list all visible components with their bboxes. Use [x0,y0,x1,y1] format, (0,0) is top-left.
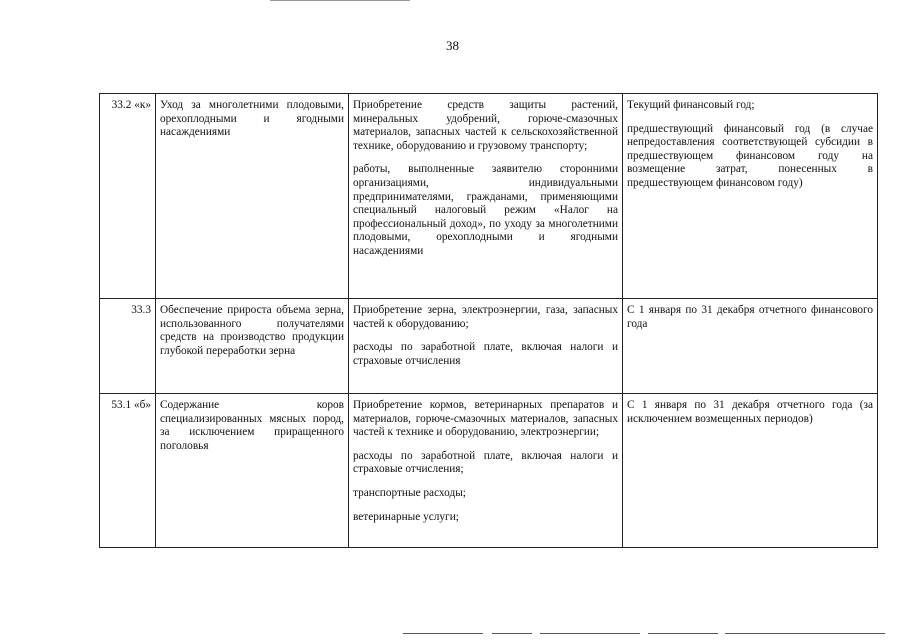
period-item: С 1 января по 31 декабря отчетного года (за исключением возмещенных периодов) [627,399,873,425]
period-item: предшествующий финансовый год (в случае непредоставления соответствующей субсидии в предшествующем финансовом году на возмещение затрат, понесенных в предшествующем финансовом году) [627,122,873,189]
footer-line [725,633,885,634]
period-cell [623,94,878,299]
cost-item: работы, выполненные заявителю сторонними организациями, индивидуальными предпринимателями, гражданами, применяющими специальный налоговый режим «Налог на профессиональный доход», по уходу за многолетними плодовыми, орехоплодными и ягодными насаждениями [353,163,618,257]
costs-cell [349,299,623,394]
row-number: 33.3 [100,299,156,394]
cost-item: Приобретение кормов, ветеринарных препаратов и материалов, горюче-смазочных материалов, запасных частей к технике и оборудованию, электроэнергии; [353,399,618,439]
footer-line [648,633,718,634]
period-cell [623,394,878,548]
cost-item: расходы по заработной плате, включая налоги и страховые отчисления; [353,449,618,476]
costs-cell [349,394,623,548]
table-row [100,394,878,548]
footer-line [540,633,640,634]
row-number: 33.2 «к» [100,94,156,299]
period-item: С 1 января по 31 декабря отчетного финансового года [627,304,873,330]
table-row [100,299,878,394]
row-number: 53.1 «б» [100,394,156,548]
period-cell [623,299,878,394]
costs-cell [349,94,623,299]
direction-name: Уход за многолетними плодовыми, орехоплодными и ягодными насаждениями [156,94,349,299]
table-row [100,94,878,299]
cost-item: ветеринарные услуги; [353,510,459,523]
cost-item: Приобретение средств защиты растений, минеральных удобрений, горюче-смазочных материалов, запасных частей к сельскохозяйственной технике, оборудованию и грузовому транспорту; [353,99,618,152]
cost-item: Приобретение зерна, электроэнергии, газа, запасных частей к оборудованию; [353,304,618,330]
period-item: Текущий финансовый год; [627,99,755,111]
cost-item: расходы по заработной плате, включая налоги и страховые отчисления [353,341,618,367]
footer-line [403,633,483,634]
top-edge-line [270,0,410,1]
direction-name: Обеспечение прироста объема зерна, использованного получателями средств на производство продукции глубокой переработки зерна [156,299,349,394]
direction-name: Содержание коров специализированных мясных пород, за исключением приращенного поголовья [156,394,349,548]
footer-line [492,633,532,634]
cost-item: транспортные расходы; [353,486,466,499]
subsidy-table [99,93,878,548]
page-number: 38 [446,38,459,53]
